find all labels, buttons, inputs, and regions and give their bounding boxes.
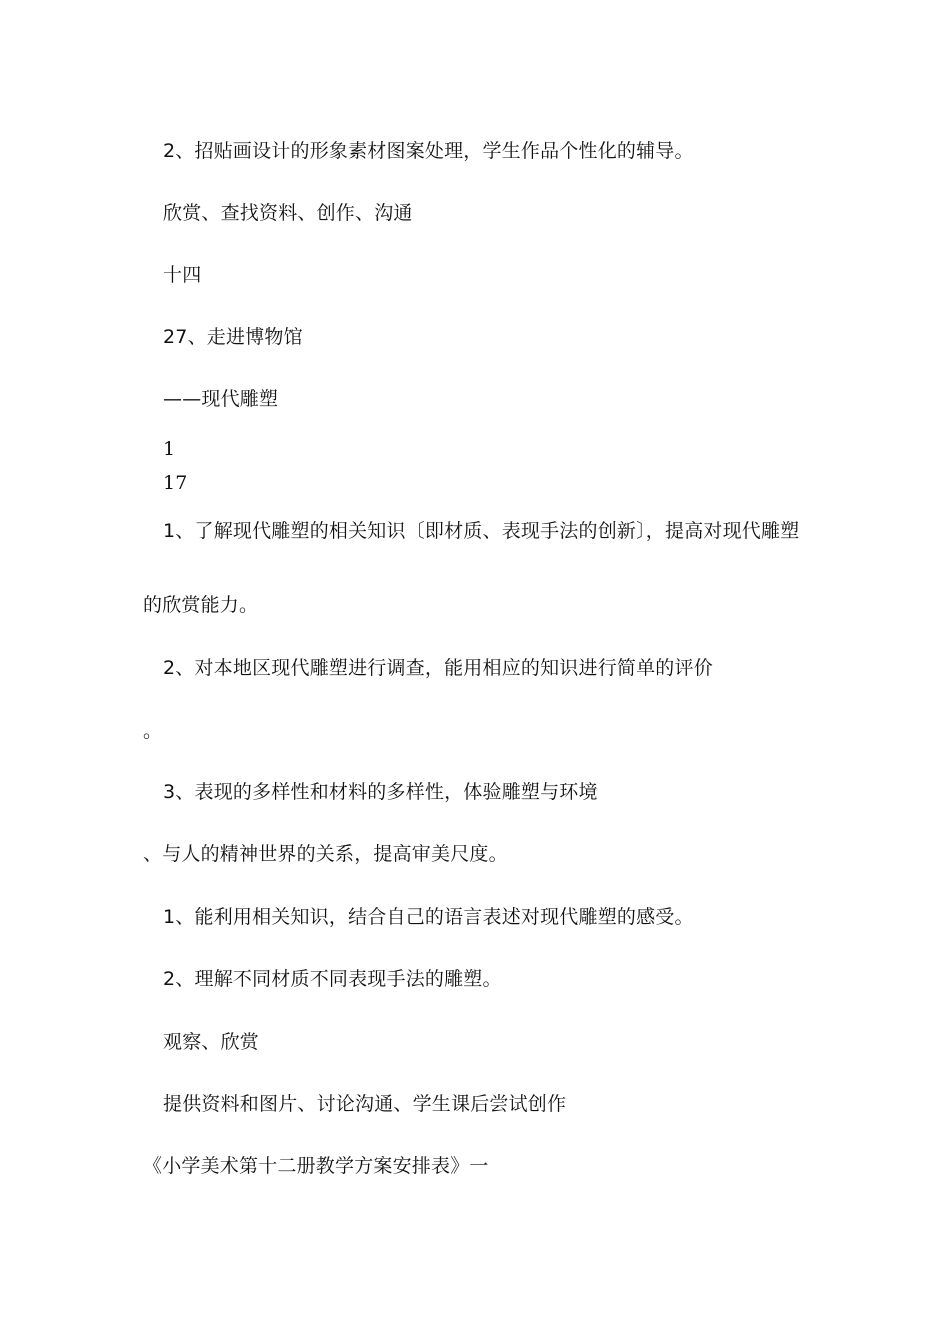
text-line-activity: 观察、欣赏 [163, 1031, 260, 1053]
text-line-page-number: 17 [163, 472, 188, 494]
text-line-document-title: 《小学美术第十二册教学方案安排表》一 [143, 1155, 489, 1177]
text-line-methods: 欣赏、查找资料、创作、沟通 [163, 202, 413, 224]
text-line-hours: 1 [163, 438, 176, 460]
text-line-lesson-subtitle: ——现代雕塑 [163, 388, 279, 410]
text-line-design-guidance: 2、招贴画设计的形象素材图案处理，学生作品个性化的辅导。 [163, 140, 694, 162]
text-line-objective-1: 1、了解现代雕塑的相关知识〔即材质、表现手法的创新〕，提高对现代雕塑 [163, 520, 800, 542]
text-line-objective-2-cont: 。 [143, 720, 163, 742]
text-line-preparation: 提供资料和图片、讨论沟通、学生课后尝试创作 [163, 1093, 567, 1115]
text-line-key-point-2: 2、理解不同材质不同表现手法的雕塑。 [163, 968, 502, 990]
text-line-objective-1-cont: 的欣赏能力。 [143, 594, 259, 616]
text-line-key-point-1: 1、能利用相关知识，结合自己的语言表述对现代雕塑的感受。 [163, 906, 694, 928]
text-line-objective-3: 3、表现的多样性和材料的多样性，体验雕塑与环境 [163, 781, 598, 803]
text-line-objective-2: 2、对本地区现代雕塑进行调查，能用相应的知识进行简单的评价 [163, 657, 713, 679]
text-line-week-number: 十四 [163, 264, 202, 286]
text-line-lesson-title: 27、走进博物馆 [163, 326, 303, 348]
text-line-objective-3-cont: 、与人的精神世界的关系，提高审美尺度。 [143, 843, 508, 865]
